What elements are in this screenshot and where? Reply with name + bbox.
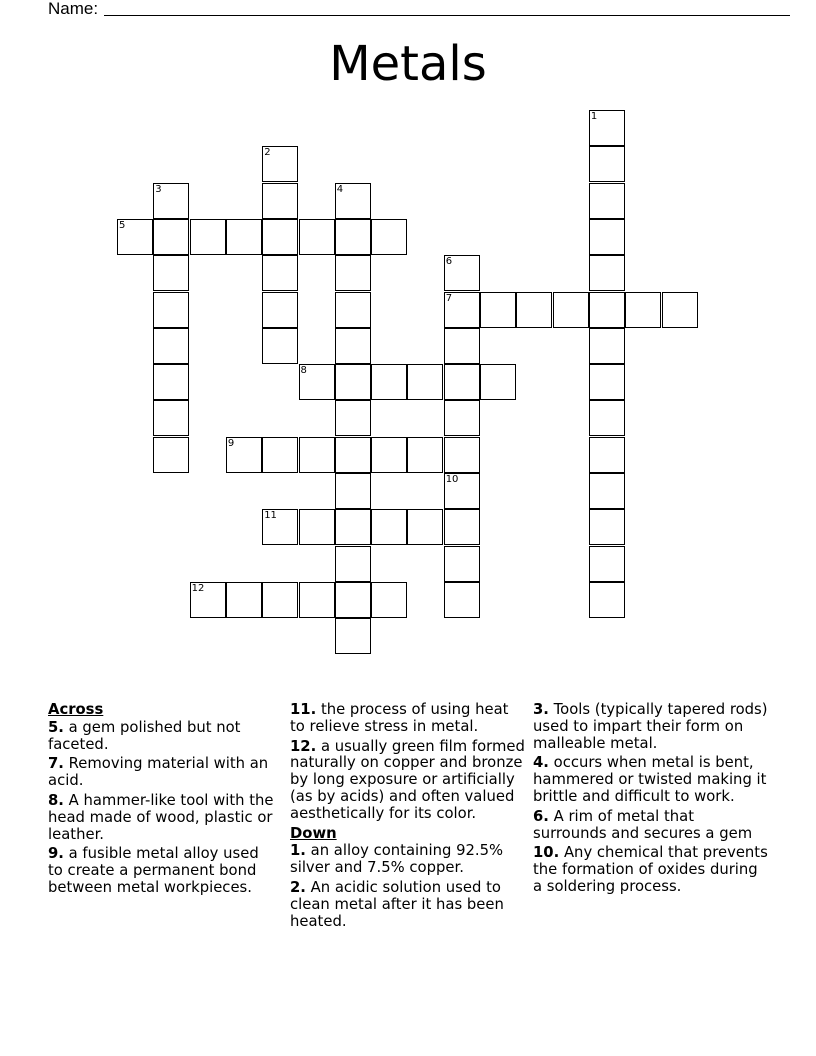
grid-cell[interactable] — [262, 582, 298, 618]
grid-cell[interactable] — [299, 509, 335, 545]
grid-cell[interactable] — [480, 364, 516, 400]
grid-cell[interactable] — [371, 509, 407, 545]
grid-cell[interactable] — [589, 219, 625, 255]
grid-cell[interactable] — [153, 400, 189, 436]
grid-cell[interactable] — [589, 582, 625, 618]
grid-cell[interactable] — [407, 509, 443, 545]
grid-cell[interactable] — [516, 292, 552, 328]
grid-cell[interactable] — [407, 437, 443, 473]
grid-cell-number: 7 — [445, 292, 453, 304]
grid-cell[interactable] — [226, 437, 262, 473]
grid-cell[interactable] — [444, 546, 480, 582]
grid-cell[interactable] — [589, 473, 625, 509]
grid-cell[interactable] — [589, 364, 625, 400]
grid-cell[interactable] — [153, 219, 189, 255]
grid-cell[interactable] — [444, 582, 480, 618]
grid-cell[interactable] — [444, 364, 480, 400]
grid-cell-number: 9 — [227, 437, 235, 449]
grid-cell[interactable] — [444, 292, 480, 328]
puzzle-title: Metals — [329, 36, 487, 92]
clue-across-8: 8. A hammer-like tool with the head made of wood, plastic or leather. — [48, 791, 274, 843]
grid-cell[interactable] — [371, 582, 407, 618]
grid-cell[interactable] — [444, 509, 480, 545]
grid-cell[interactable] — [153, 437, 189, 473]
grid-cell[interactable] — [589, 328, 625, 364]
grid-cell[interactable] — [589, 146, 625, 182]
grid-cell[interactable] — [117, 219, 153, 255]
grid-cell[interactable] — [589, 400, 625, 436]
clues-column-1 — [48, 702, 276, 900]
grid-cell-number: 5 — [119, 219, 126, 231]
clue-down-3: 3. Tools (typically tapered rods) used to impart their form on malleable metal. — [533, 701, 768, 752]
grid-cell[interactable] — [335, 509, 371, 545]
clue-down-10: 10. Any chemical that prevents the formation of oxides during a soldering process. — [533, 844, 768, 895]
grid-cell[interactable] — [589, 546, 625, 582]
grid-cell[interactable] — [371, 219, 407, 255]
grid-cell[interactable] — [444, 437, 480, 473]
clue-across-12: 12. a usually green film formed naturally on copper and bronze by long exposure or artificially (as by acids) and often valued aesthetically for its color. — [290, 737, 525, 822]
grid-cell[interactable] — [480, 292, 516, 328]
grid-cell-number: 8 — [300, 365, 307, 377]
grid-cell[interactable] — [226, 219, 262, 255]
name-label: Name: — [48, 0, 99, 18]
grid-cell[interactable] — [444, 400, 480, 436]
grid-cell[interactable] — [262, 509, 298, 545]
grid-cell[interactable] — [335, 437, 371, 473]
grid-cell[interactable] — [262, 292, 298, 328]
grid-cell[interactable] — [335, 400, 371, 436]
clue-down-6: 6. A rim of metal that surrounds and secures a gem — [533, 807, 753, 842]
grid-cell[interactable] — [589, 437, 625, 473]
grid-cell-number: 3 — [155, 183, 162, 195]
grid-cell[interactable] — [299, 364, 335, 400]
grid-cell[interactable] — [153, 255, 189, 291]
clue-down-1: 1. an alloy containing 92.5% silver and 7.5% copper. — [290, 842, 504, 877]
grid-cell[interactable] — [589, 110, 625, 146]
grid-cell-number: 4 — [336, 183, 344, 195]
grid-cell[interactable] — [553, 292, 589, 328]
grid-cell[interactable] — [335, 473, 371, 509]
grid-cell[interactable] — [262, 146, 298, 182]
grid-cell[interactable] — [335, 582, 371, 618]
grid-cell[interactable] — [625, 292, 661, 328]
grid-cell[interactable] — [444, 473, 480, 509]
grid-cell[interactable] — [589, 183, 625, 219]
grid-cell-number: 12 — [191, 582, 205, 594]
grid-cell[interactable] — [153, 183, 189, 219]
grid-cell[interactable] — [662, 292, 698, 328]
grid-cell[interactable] — [335, 546, 371, 582]
grid-cell-number: 2 — [264, 147, 271, 159]
grid-cell[interactable] — [262, 183, 298, 219]
grid-cell[interactable] — [153, 364, 189, 400]
grid-cell[interactable] — [589, 292, 625, 328]
grid-cell[interactable] — [335, 255, 371, 291]
grid-cell-number: 10 — [445, 474, 459, 485]
grid-cell[interactable] — [335, 618, 371, 654]
grid-cell[interactable] — [190, 582, 226, 618]
grid-cell[interactable] — [262, 255, 298, 291]
grid-cell[interactable] — [153, 292, 189, 328]
clue-down-4: 4. occurs when metal is bent, hammered or twisted making it brittle and difficult to work. — [533, 754, 767, 805]
clue-across-9: 9. a fusible metal alloy used to create a permanent bond between metal workpieces. — [48, 845, 259, 896]
clue-across-7: 7. Removing material with an acid. — [48, 755, 269, 790]
clue-down-2: 2. An acidic solution used to clean metal after it has been heated. — [290, 878, 504, 930]
clue-across-11: 11. the process of using heat to relieve stress in metal. — [290, 701, 509, 735]
grid-cell[interactable] — [262, 437, 298, 473]
down-heading: Down — [290, 824, 337, 842]
clues-column-3 — [533, 702, 769, 899]
grid-cell[interactable] — [335, 219, 371, 255]
clues-column-2 — [290, 702, 526, 933]
grid-cell[interactable] — [335, 364, 371, 400]
grid-cell[interactable] — [589, 509, 625, 545]
grid-cell[interactable] — [190, 219, 226, 255]
grid-cell[interactable] — [335, 328, 371, 364]
grid-cell[interactable] — [262, 328, 298, 364]
grid-cell[interactable] — [299, 219, 335, 255]
grid-cell[interactable] — [589, 255, 625, 291]
grid-cell[interactable] — [226, 582, 262, 618]
grid-cell-number: 6 — [445, 256, 453, 268]
grid-cell[interactable] — [371, 364, 407, 400]
clue-across-5: 5. a gem polished but not faceted. — [48, 718, 241, 753]
grid-cell[interactable] — [335, 183, 371, 219]
grid-cell-number: 1 — [590, 111, 598, 122]
grid-cell-number: 11 — [264, 510, 277, 522]
across-heading: Across — [48, 701, 104, 718]
grid-cell[interactable] — [299, 437, 335, 473]
grid-cell[interactable] — [371, 437, 407, 473]
grid-cell[interactable] — [153, 328, 189, 364]
grid-cell[interactable] — [262, 219, 298, 255]
grid-cell[interactable] — [335, 292, 371, 328]
grid-cell[interactable] — [407, 364, 443, 400]
grid-cell[interactable] — [299, 582, 335, 618]
grid-cell[interactable] — [444, 328, 480, 364]
grid-cell[interactable] — [444, 255, 480, 291]
